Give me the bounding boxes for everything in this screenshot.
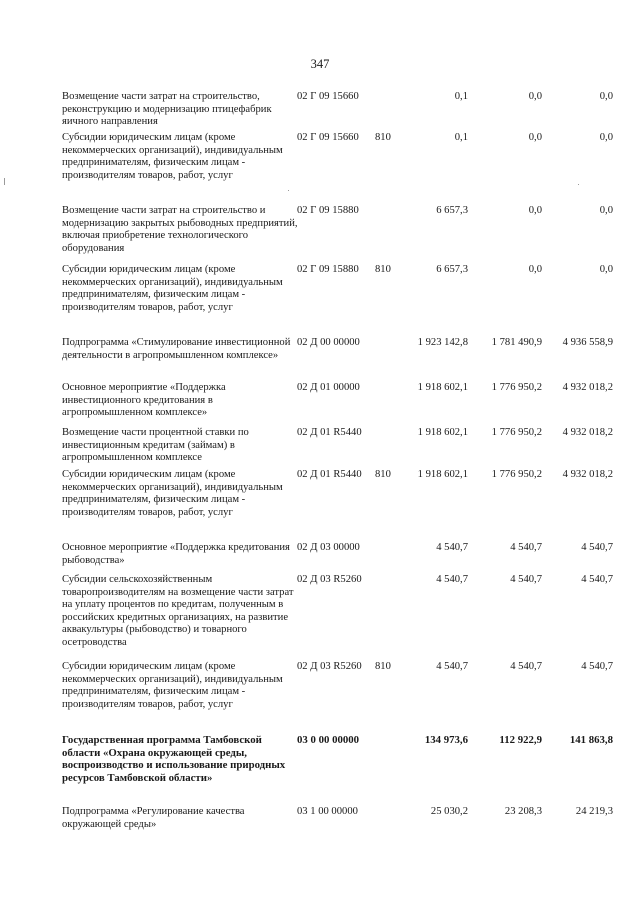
budget-table <box>0 91 640 846</box>
row-year1: 1 918 602,1 <box>417 382 468 393</box>
row-year3: 4 540,7 <box>581 661 613 672</box>
row-code: 02 Д 00 00000 <box>297 337 360 348</box>
row-year3: 4 932 018,2 <box>562 469 613 480</box>
row-year3: 141 863,8 <box>569 734 613 746</box>
row-year3: 4 540,7 <box>581 542 613 553</box>
table-row <box>0 132 640 205</box>
row-year2: 4 540,7 <box>510 661 542 672</box>
table-row <box>0 264 640 337</box>
row-code: 02 Д 01 R5440 <box>297 427 362 438</box>
row-year2: 23 208,3 <box>504 806 542 817</box>
row-year1: 1 918 602,1 <box>417 427 468 438</box>
row-year3: 0,0 <box>599 264 613 275</box>
row-year1: 4 540,7 <box>436 542 468 553</box>
row-name: Субсидии юридическим лицам (кроме некоммерческих организаций), индивидуальным предпринимателям, физическим лицам - производителям товаров, работ, услуг <box>62 469 283 518</box>
row-year2: 0,0 <box>528 264 542 275</box>
row-year2: 1 781 490,9 <box>491 337 542 348</box>
row-year3: 0,0 <box>599 132 613 143</box>
row-year2: 0,0 <box>528 132 542 143</box>
row-name: Субсидии юридическим лицам (кроме некоммерческих организаций), индивидуальным предпринимателям, физическим лицам - производителям товаров, работ, услуг <box>62 661 283 710</box>
row-year1: 4 540,7 <box>436 661 468 672</box>
table-row <box>0 91 640 132</box>
row-year3: 0,0 <box>599 205 613 216</box>
row-code: 02 Д 03 R5260 <box>297 661 362 672</box>
row-year2: 4 540,7 <box>510 542 542 553</box>
table-row <box>0 806 640 846</box>
row-code: 02 Г 09 15660 <box>297 91 359 102</box>
row-year1: 134 973,6 <box>424 734 468 746</box>
row-year3: 24 219,3 <box>575 806 613 817</box>
row-year2: 4 540,7 <box>510 574 542 585</box>
row-name: Основное мероприятие «Поддержка кредитования рыбоводства» <box>62 542 290 566</box>
row-year2: 1 776 950,2 <box>491 427 542 438</box>
table-row <box>0 734 640 806</box>
row-code: 03 1 00 00000 <box>297 806 358 817</box>
row-year1: 6 657,3 <box>436 205 468 216</box>
row-year1: 0,1 <box>454 91 468 102</box>
row-name: Субсидии юридическим лицам (кроме некоммерческих организаций), индивидуальным предпринимателям, физическим лицам - производителям товаров, работ, услуг <box>62 132 283 181</box>
row-year3: 0,0 <box>599 91 613 102</box>
row-year3: 4 540,7 <box>581 574 613 585</box>
row-vr: 810 <box>375 661 391 672</box>
row-year2: 1 776 950,2 <box>491 382 542 393</box>
row-name: Возмещение части затрат на строительство и модернизацию закрытых рыбоводных предприятий, включая приобретение технологического оборудования <box>62 205 298 254</box>
row-name: Возмещение части затрат на строительство, реконструкцию и модернизацию птицефабрик яичного направления <box>62 91 272 128</box>
page-number: 347 <box>310 57 330 71</box>
scan-artifact <box>288 190 289 191</box>
row-year1: 25 030,2 <box>430 806 468 817</box>
row-year1: 1 923 142,8 <box>417 337 468 348</box>
row-vr: 810 <box>375 264 391 275</box>
row-code: 02 Д 03 R5260 <box>297 574 362 585</box>
table-row <box>0 337 640 382</box>
row-name: Основное мероприятие «Поддержка инвестиционного кредитования в агропромышленном комплексе» <box>62 382 226 419</box>
scan-artifact <box>578 184 579 185</box>
table-row <box>0 205 640 264</box>
table-row <box>0 427 640 469</box>
row-year2: 0,0 <box>528 91 542 102</box>
row-year1: 0,1 <box>454 132 468 143</box>
row-vr: 810 <box>375 469 391 480</box>
row-code: 02 Г 09 15660 <box>297 132 359 143</box>
row-name: Субсидии сельскохозяйственным товаропроизводителям на возмещение части затрат на уплату процентов по кредитам, полученным в российских кредитных организациях, на развитие аквакультуры (рыбоводство) и товарного осетроводства <box>62 574 294 648</box>
row-year2: 112 922,9 <box>499 734 542 746</box>
row-year3: 4 932 018,2 <box>562 382 613 393</box>
row-code: 02 Д 01 R5440 <box>297 469 362 480</box>
row-year3: 4 936 558,9 <box>562 337 613 348</box>
table-row <box>0 382 640 427</box>
row-code: 02 Д 03 00000 <box>297 542 360 553</box>
row-year1: 1 918 602,1 <box>417 469 468 480</box>
row-year2: 1 776 950,2 <box>491 469 542 480</box>
table-row <box>0 542 640 574</box>
row-year2: 0,0 <box>528 205 542 216</box>
table-row <box>0 574 640 661</box>
row-name: Подпрограмма «Регулирование качества окружающей среды» <box>62 806 245 830</box>
table-row <box>0 661 640 734</box>
scan-artifact <box>4 178 5 185</box>
row-code: 02 Д 01 00000 <box>297 382 360 393</box>
row-code: 03 0 00 00000 <box>297 734 360 746</box>
row-year1: 4 540,7 <box>436 574 468 585</box>
row-code: 02 Г 09 15880 <box>297 264 359 275</box>
row-year1: 6 657,3 <box>436 264 468 275</box>
row-name: Субсидии юридическим лицам (кроме некоммерческих организаций), индивидуальным предпринимателям, физическим лицам - производителям товаров, работ, услуг <box>62 264 283 313</box>
row-vr: 810 <box>375 132 391 143</box>
table-row <box>0 469 640 542</box>
row-name: Государственная программа Тамбовской области «Охрана окружающей среды, воспроизводство и использование природных ресурсов Тамбовской области» <box>62 734 286 784</box>
row-name: Возмещение части процентной ставки по инвестиционным кредитам (займам) в агропромышленном комплексе <box>62 427 249 464</box>
row-code: 02 Г 09 15880 <box>297 205 359 216</box>
row-year3: 4 932 018,2 <box>562 427 613 438</box>
row-name: Подпрограмма «Стимулирование инвестиционной деятельности в агропромышленном комплексе» <box>62 337 291 361</box>
